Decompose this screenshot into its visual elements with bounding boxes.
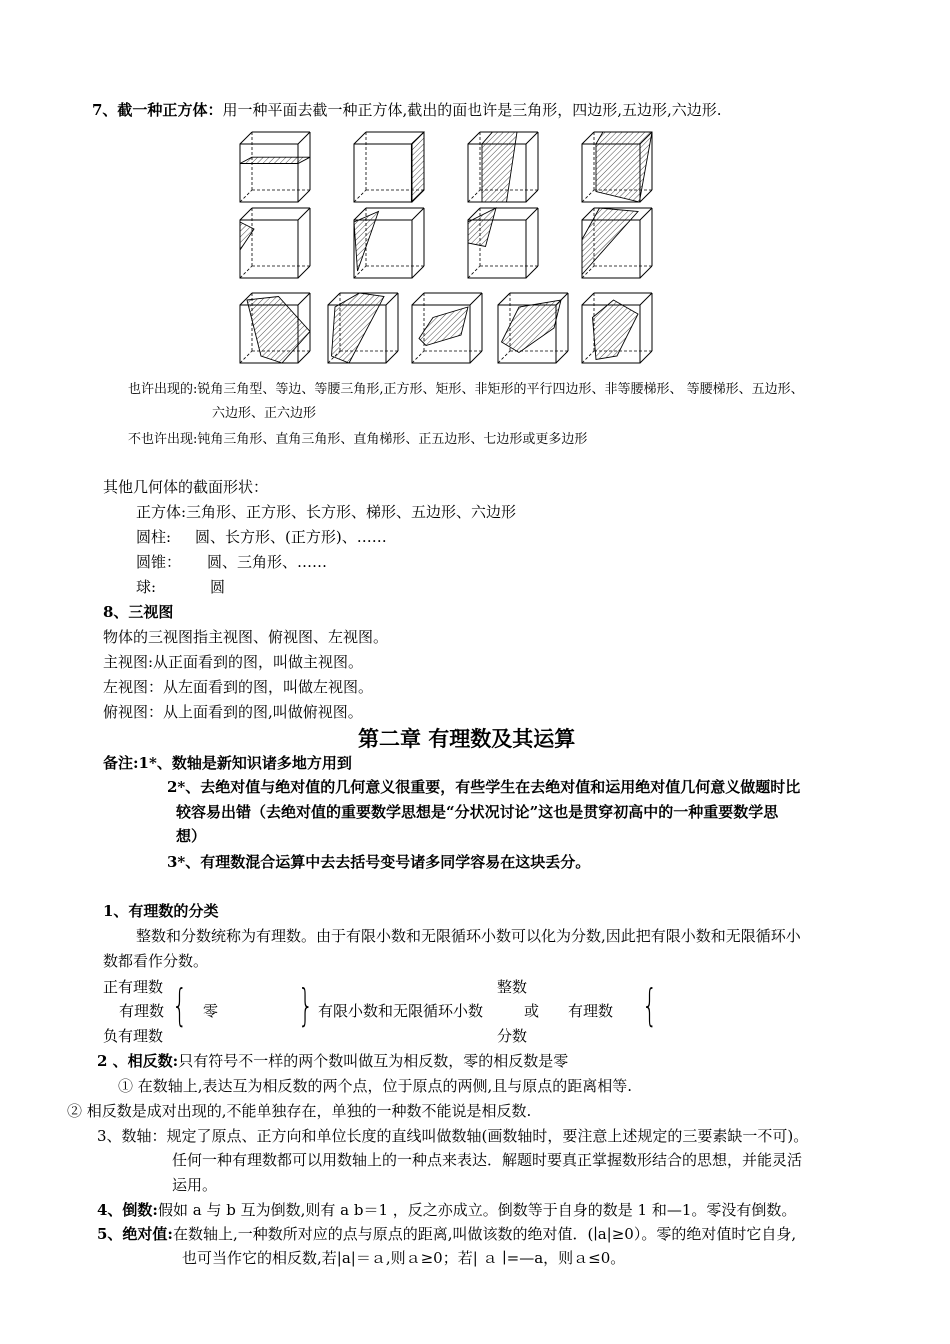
cone-sections: 圆、三角形、…… <box>207 553 328 571</box>
other-solids-heading: 其他几何体的截面形状： <box>103 478 269 496</box>
zero-label: 零 <box>203 1002 219 1020</box>
opposite-point-2: ② 相反数是成对出现的,不能单独存在，单独的一种数不能说是相反数. <box>67 1102 532 1120</box>
cube-r2-4 <box>582 208 652 278</box>
fraction-label: 分数 <box>497 1027 528 1045</box>
sphere-label: 球: <box>136 578 157 596</box>
impossible-shapes: 不也许出现:钝角三角形、直角三角形、直角梯形、正五边形、七边形或更多边形 <box>128 432 588 447</box>
cube-r3-1 <box>240 293 310 363</box>
possible-shapes-line1: 也许出现的:锐角三角型、等边、等腰三角形,正方形、矩形、非矩形的平行四边形、非等腰梯形、 等腰梯形、五边形、 <box>128 382 804 397</box>
rational-def-line1: 整数和分数统称为有理数。由于有限小数和无限循环小数可以化为分数,因此把有限小数和无限循环小 <box>136 927 801 945</box>
right-brace: } <box>298 980 314 1031</box>
cylinder-label: 圆柱: <box>136 528 172 546</box>
rational-label-2: 有理数 <box>568 1002 614 1020</box>
cube-r1-2 <box>354 132 424 202</box>
section-7-line <box>92 99 722 120</box>
section-2-line <box>97 1050 568 1071</box>
integer-label: 整数 <box>497 978 528 996</box>
number-line-line3: 运用。 <box>172 1176 218 1194</box>
section-7-title: 7、截一种正方体： <box>92 101 223 119</box>
cube-r3-2 <box>328 293 398 363</box>
note-2-line2: 较容易出错（去绝对值的重要数学思想是“分状况讨论”这也是贯穿初高中的一种重要数学思 <box>176 803 779 821</box>
note-2-line3: 想） <box>176 827 207 845</box>
or-label: 或 <box>524 1002 540 1020</box>
top-view-def: 俯视图：从上面看到的图,叫做俯视图。 <box>103 703 363 721</box>
absolute-value-line2: 也可当作它的相反数,若|a|＝ａ,则ａ≥0；若| ａ ∣=—a，则ａ≤0。 <box>182 1249 626 1267</box>
section-1-title: 1、有理数的分类 <box>103 902 219 920</box>
chapter-title: 第二章 有理数及其运算 <box>358 726 576 751</box>
absolute-value-def: 在数轴上,一种数所对应的点与原点的距离,叫做该数的绝对值．(∣a|≥0）。零的绝对值时它自身, <box>172 1225 797 1243</box>
number-line-line2: 任何一种有理数都可以用数轴上的一种点来表达．解题时要真正掌握数形结合的思想，并能灵活 <box>172 1151 803 1169</box>
cube-r1-4 <box>582 132 652 202</box>
cylinder-sections: 圆、长方形、(正方形)、…… <box>195 528 387 546</box>
cube-r3-5 <box>582 293 652 363</box>
section-8-title: 8、三视图 <box>103 603 174 621</box>
section-5-line <box>97 1223 796 1244</box>
note-1: 备注:1*、数轴是新知识诸多地方用到 <box>103 754 352 772</box>
cube-r2-2 <box>354 208 424 278</box>
sphere-sections: 圆 <box>210 578 226 596</box>
cube-r2-3 <box>468 208 538 278</box>
cone-label: 圆锥： <box>136 553 182 571</box>
section-2-title: 2 、相反数: <box>97 1052 179 1070</box>
left-brace-2: { <box>642 980 658 1031</box>
rational-label: 有理数 <box>119 1002 165 1020</box>
cube-r2-1 <box>240 208 310 278</box>
front-view-def: 主视图:从正面看到的图，叫做主视图。 <box>103 653 364 671</box>
left-brace-1: { <box>172 980 188 1031</box>
section-5-title: 5、绝对值: <box>97 1225 173 1243</box>
finite-decimals-label: 有限小数和无限循环小数 <box>318 1002 484 1020</box>
opposite-point-1: ① 在数轴上,表达互为相反数的两个点，位于原点的两侧,且与原点的距离相等. <box>118 1077 633 1095</box>
section-4-title: 4、倒数: <box>97 1201 158 1219</box>
possible-shapes-line2: 六边形、正六边形 <box>212 406 317 421</box>
opposite-def: 只有符号不一样的两个数叫做互为相反数，零的相反数是零 <box>178 1052 569 1070</box>
cube-r3-4 <box>498 293 568 363</box>
section-7-text: 用一种平面去截一种正方体,截出的面也许是三角形，四边形,五边形,六边形. <box>222 101 722 119</box>
cube-r1-1 <box>240 132 310 202</box>
note-2-line1: 2*、去绝对值与绝对值的几何意义很重要，有些学生在去绝对值和运用绝对值几何意义做题时比 <box>167 778 801 796</box>
cube-sections: 正方体:三角形、正方形、长方形、梯形、五边形、六边形 <box>136 503 517 521</box>
section-4-line <box>97 1199 796 1220</box>
rational-def-line2: 数都看作分数。 <box>103 952 209 970</box>
cube-r3-3 <box>412 293 482 363</box>
reciprocal-def: 假如 a 与 b 互为倒数,则有 a b＝1 ，反之亦成立。倒数等于自身的数是 1 和—1。零没有倒数。 <box>157 1201 797 1219</box>
negative-rational: 负有理数 <box>103 1027 164 1045</box>
left-view-def: 左视图：从左面看到的图，叫做左视图。 <box>103 678 374 696</box>
positive-rational: 正有理数 <box>103 978 164 996</box>
cube-cross-section-figure <box>232 126 662 366</box>
cube-r1-3 <box>468 132 538 202</box>
three-views-def: 物体的三视图指主视图、俯视图、左视图。 <box>103 628 389 646</box>
note-3: 3*、有理数混合运算中去去括号变号诸多同学容易在这块丢分。 <box>167 853 591 871</box>
number-line-def: 3、数轴：规定了原点、正方向和单位长度的直线叫做数轴(画数轴时，要注意上述规定的三要素缺一不可)。 <box>97 1127 809 1145</box>
